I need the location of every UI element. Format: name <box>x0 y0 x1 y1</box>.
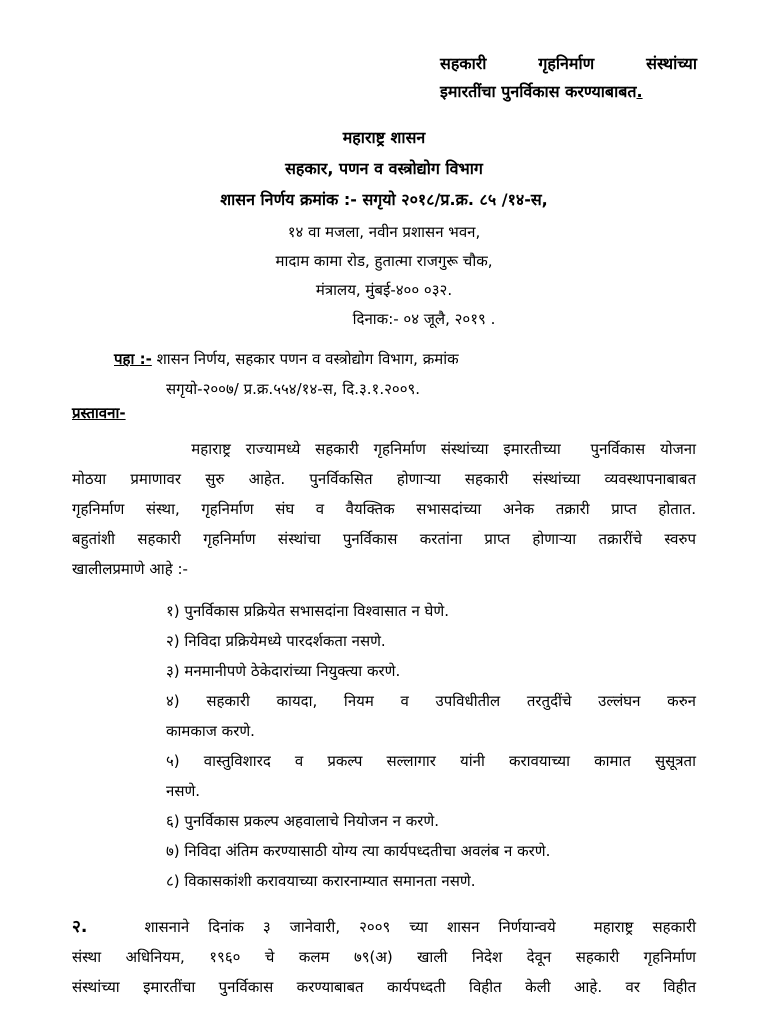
government-name: महाराष्ट्र शासन <box>342 128 426 147</box>
address-line-3: मंत्रालय, मुंबई-४०० ०३२. <box>315 281 453 299</box>
reference-line-2: सगृयो-२००७/ प्र.क्र.५५४/१४-स, दि.३.१.२००९. <box>166 380 421 398</box>
subject-line-2-end: . <box>636 82 643 101</box>
section-2-line-1 <box>72 912 696 942</box>
section-number: २. <box>72 917 88 937</box>
issue-date: दिनाक:- ०४ जूलै, २०१९ . <box>352 310 496 328</box>
subject-word-2: गृहनिर्माण <box>538 54 595 73</box>
department-name: सहकार, पणन व वस्त्रोद्योग विभाग <box>285 159 483 178</box>
list-item-line-1: ४) सहकारी कायदा, नियम व उपविधीतील तरतुदींचे उल्लंघन करुन <box>166 692 696 710</box>
section-2-line-3: संस्थांच्या इमारतींचा पुनर्विकास करण्याबाबत कार्यपध्दती विहीत केली आहे. वर विहीत <box>72 978 696 996</box>
address-line-2: मादाम कामा रोड, हुतात्मा राजगुरू चौक, <box>275 252 493 270</box>
address-line-1: १४ वा मजला, नवीन प्रशासन भवन, <box>287 223 481 241</box>
letterhead <box>0 122 768 215</box>
preamble-line-2: मोठया प्रमाणावर सुरु आहेत. पुनर्विकसित होणाऱ्या सहकारी संस्थांच्या व्यवस्थापनाबाबत <box>72 470 696 488</box>
preamble-paragraph <box>72 434 696 584</box>
preamble-heading: प्रस्तावना- <box>72 404 126 422</box>
complaints-list <box>166 596 696 896</box>
list-item-line-2: कामकाज करणे. <box>166 722 255 740</box>
subject-line-2-text: इमारतींचा पुनर्विकास करण्याबाबत <box>440 82 637 101</box>
subject-line-2 <box>440 78 697 106</box>
section-2-line-1-text: शासनाने दिनांक ३ जानेवारी, २००९ च्या शासन निर्णयान्वये महाराष्ट्र सहकारी <box>87 918 696 936</box>
list-item <box>166 746 696 806</box>
subject-line-1 <box>440 50 697 78</box>
list-item: २) निविदा प्रक्रियेमध्ये पारदर्शकता नसणे. <box>166 632 386 650</box>
list-item <box>166 686 696 746</box>
section-2 <box>72 912 696 1002</box>
preamble-line-1: महाराष्ट्र राज्यामध्ये सहकारी गृहनिर्माण संस्थांच्या इमारतीच्या पुनर्विकास योजना <box>72 440 696 458</box>
subject-word-3: संस्थांच्या <box>646 54 697 73</box>
list-item-line-2: नसणे. <box>166 782 201 800</box>
preamble-line-3: गृहनिर्माण संस्था, गृहनिर्माण संघ व वैयक्तिक सभासदांच्या अनेक तक्रारी प्राप्त होतात. <box>72 500 696 518</box>
section-2-line-2: संस्था अधिनियम, १९६० चे कलम ७९(अ) खाली निदेश देवून सहकारी गृहनिर्माण <box>72 948 696 966</box>
preamble-line-5: खालीलप्रमाणे आहे :- <box>72 560 188 578</box>
subject-heading <box>440 50 697 106</box>
list-item-line-1: ५) वास्तुविशारद व प्रकल्प सल्लागार यांनी करावयाच्या कामात सुसूत्रता <box>166 752 696 770</box>
reference-block <box>114 344 459 404</box>
list-item: ८) विकासकांशी करावयाच्या करारनाम्यात समानता नसणे. <box>166 872 476 890</box>
preamble-line-4: बहुतांशी सहकारी गृहनिर्माण संस्थांचा पुनर्विकास करतांना प्राप्त होणाऱ्या तक्रारींचे स्वरुप <box>72 530 696 548</box>
gr-number: शासन निर्णय क्रमांक :- सगृयो २०१८/प्र.क्र. ८५ /१४-स, <box>220 190 548 209</box>
list-item: ६) पुनर्विकास प्रकल्प अहवालाचे नियोजन न करणे. <box>166 812 439 830</box>
list-item: ३) मनमानीपणे ठेकेदारांच्या नियुक्त्या करणे. <box>166 662 401 680</box>
office-address <box>0 218 768 334</box>
reference-line-1: शासन निर्णय, सहकार पणन व वस्त्रोद्योग विभाग, क्रमांक <box>151 350 459 368</box>
list-item: ७) निविदा अंतिम करण्यासाठी योग्य त्या कार्यपध्दतीचा अवलंब न करणे. <box>166 842 551 860</box>
reference-label: पहा :- <box>114 350 152 368</box>
subject-word-1: सहकारी <box>440 54 487 73</box>
list-item: १) पुनर्विकास प्रक्रियेत सभासदांना विश्वासात न घेणे. <box>166 602 450 620</box>
